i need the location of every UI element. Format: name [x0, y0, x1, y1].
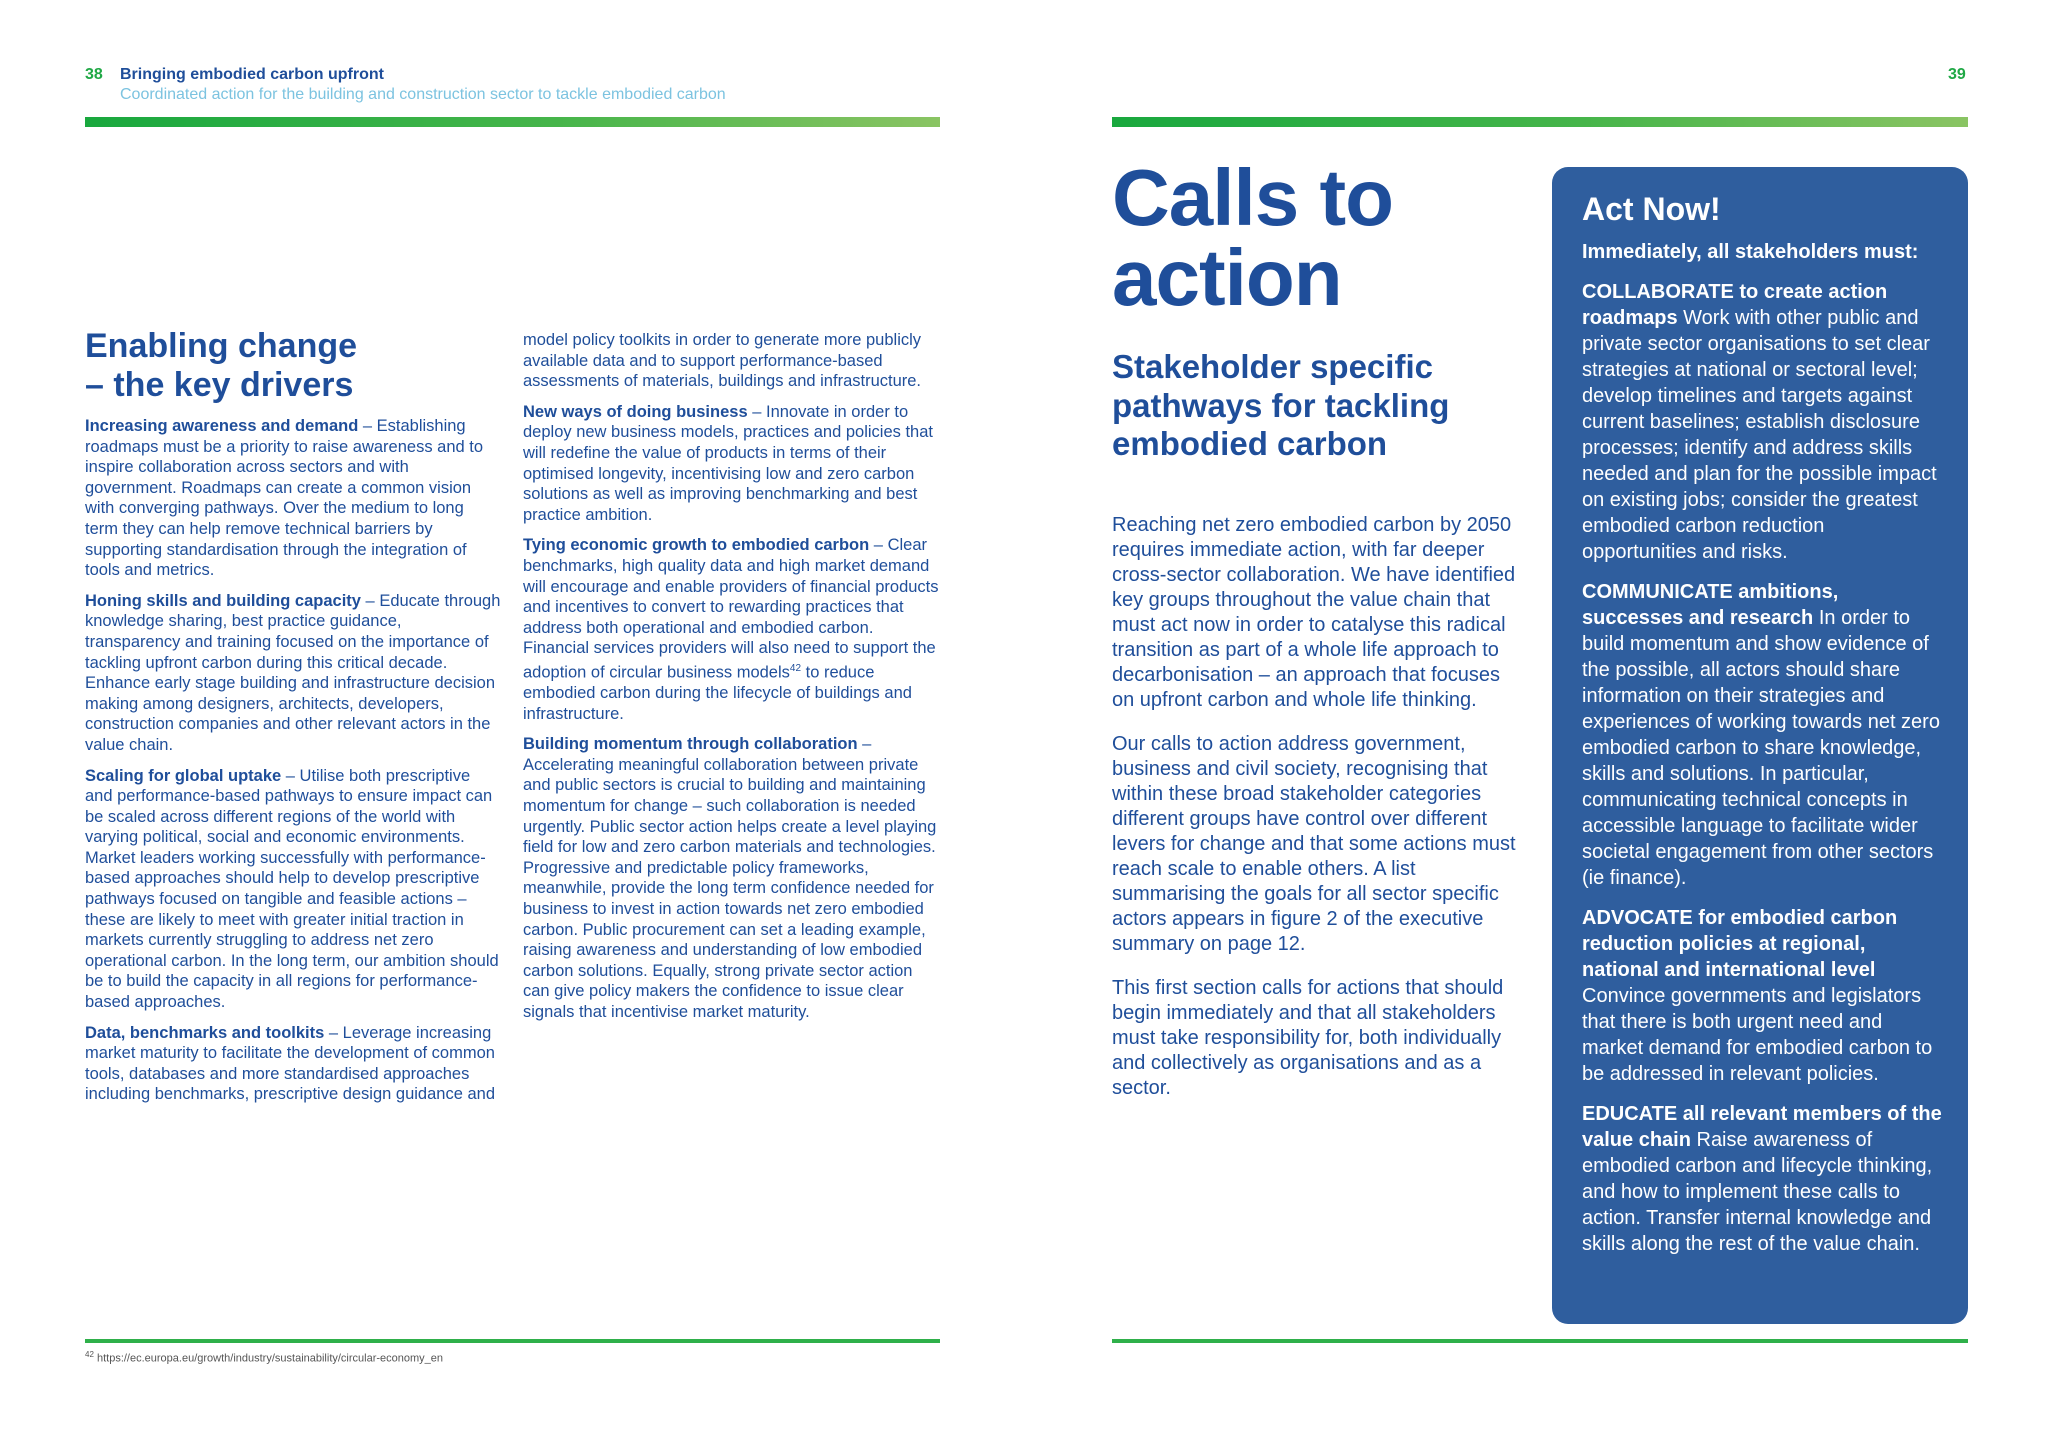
paragraph-text: – Leverage increasing market maturity to facilitate the development of common tools, databases and more standardised approaches including benchmarks, prescriptive design guidance and	[85, 1023, 495, 1104]
paragraph-lead: Increasing awareness and demand	[85, 417, 359, 435]
act-now-item-text: Convince governments and legislators that there is both urgent need and market demand for embodied carbon to be addressed in relevant policies.	[1582, 985, 1933, 1085]
paragraph-text: to reduce embodied carbon during the lifecycle of buildings and infrastructure.	[523, 663, 912, 723]
paragraph-lead: New ways of doing business	[523, 402, 748, 421]
footnote	[85, 1350, 443, 1365]
paragraph-lead: Data, benchmarks and toolkits	[85, 1023, 325, 1042]
paragraph: model policy toolkits in order to generate more publicly available data and to support performance-based assessments of materials, buildings and infrastructure.	[523, 331, 922, 391]
paragraph-text: – Accelerating meaningful collaboration between private and public sectors is crucial to building and maintaining momentum for change – such collaboration is needed urgently. Public sector action helps create a level playing field for low and zero carbon materials and technologies. Progressive and predictable policy frameworks, meanwhile, provide the long term confidence needed for business to invest in action towards net zero embodied carbon. Public procurement can set a leading example, raising awareness and understanding of low embodied carbon solutions. Equally, strong private sector action can give policy makers the confidence to issue clear signals that incentivise market maturity.	[523, 735, 937, 1021]
paragraph	[85, 1023, 501, 1105]
paragraph	[85, 416, 501, 581]
paragraph	[523, 734, 943, 1022]
paragraph	[523, 402, 943, 526]
left-page	[0, 0, 1000, 1448]
header-rule-left	[85, 117, 940, 127]
paragraph-text: – Innovate in order to deploy new business models, practices and policies that will redefine the value of products in terms of their optimised longevity, incentivising low and zero carbon solutions as well as improving benchmarking and best practice ambition.	[523, 402, 933, 524]
act-now-item	[1582, 579, 1942, 891]
header-rule-right	[1112, 117, 1968, 127]
subheading: Stakeholder specific pathways for tackling embodied carbon	[1112, 348, 1450, 462]
footnote-ref[interactable]: 42	[789, 662, 802, 674]
paragraph-lead: Scaling for global uptake	[85, 766, 282, 785]
page-title	[1112, 153, 1532, 322]
act-now-lead: Immediately, all stakeholders must:	[1582, 241, 1919, 263]
act-now-item-text: Work with other public and private sector organisations to set clear strategies at national or sectoral level; develop timelines and targets against current baselines; establish disclosure processes; identify and address skills needed and plan for the possible impact on existing jobs; consider the greatest embodied carbon reduction opportunities and risks.	[1582, 307, 1937, 563]
page-number-left: 38	[85, 66, 103, 83]
act-now-item	[1582, 905, 1942, 1087]
paragraph-text: – Educate through knowledge sharing, best practice guidance, transparency and training focused on the importance of tackling upfront carbon during this critical decade. Enhance early stage building and infrastructure decision making among designers, architects, developers, construction companies and other relevant actors in the value chain.	[85, 591, 501, 754]
paragraph-text: – Utilise both prescriptive and performance-based pathways to ensure impact can be scaled across different regions of the world with varying political, social and economic environments. Market leaders working successfully with performance-based approaches should help to develop prescriptive pathways focused on tangible and feasible actions – these are likely to meet with greater initial traction in markets currently struggling to address net zero operational carbon. In the long term, our ambition should be to build the capacity in all regions for performance-based approaches.	[85, 766, 499, 1012]
footnote-link[interactable]: https://ec.europa.eu/growth/industry/sustainability/circular-economy_en	[96, 1352, 444, 1365]
header-subtitle: Coordinated action for the building and construction sector to tackle embodied carbon	[120, 86, 726, 103]
column-b	[523, 330, 943, 1033]
paragraph-text: – Clear benchmarks, high quality data and high market demand will encourage and enable providers of financial products and incentives to convert to rewarding practices that address both operational and embodied carbon. Financial services providers will also need to support the adoption of circular business models	[523, 536, 939, 682]
paragraph-text: – Establishing roadmaps must be a priority to raise awareness and to inspire collaboration across sectors and with government. Roadmaps can create a common vision with converging pathways. Over the medium to long term they can help remove technical barriers by supporting standardisation through the integration of tools and metrics.	[85, 417, 484, 580]
section-heading-line2: – the key drivers	[85, 366, 354, 404]
paragraph-lead: Honing skills and building capacity	[85, 591, 361, 610]
page-number-right: 39	[1948, 66, 1966, 83]
intro-paragraph: This first section calls for actions that should begin immediately and that all stakeholders must take responsibility for, both individually and collectively as organisations and as a sector.	[1112, 977, 1504, 1099]
act-now-item-text: Raise awareness of embodied carbon and lifecycle thinking, and how to implement these calls to action. Transfer internal knowledge and skills along the rest of the value chain.	[1582, 1129, 1933, 1255]
act-now-panel	[1552, 167, 1968, 1324]
act-now-item	[1582, 1101, 1942, 1257]
intro-paragraph: Reaching net zero embodied carbon by 2050 requires immediate action, with far deeper cross-sector collaboration. We have identified key groups throughout the value chain that must act now in order to catalyse this radical transition as part of a whole life approach to decarbonisation – an approach that focuses on upfront carbon and whole life thinking.	[1112, 514, 1516, 711]
act-now-title: Act Now!	[1582, 191, 1721, 227]
act-now-item-lead: EDUCATE all relevant members of the value chain	[1582, 1103, 1942, 1151]
act-now-item-lead: COLLABORATE to create action roadmaps	[1582, 281, 1888, 329]
paragraph-lead: Building momentum through collaboration	[523, 735, 858, 754]
right-page	[1048, 0, 2048, 1448]
act-now-item-lead: ADVOCATE for embodied carbon reduction policies at regional, national and international level	[1582, 907, 1898, 981]
page-title-line2: action	[1112, 233, 1342, 322]
column-a	[85, 416, 501, 1115]
section-heading	[85, 327, 505, 405]
section-heading-line1: Enabling change	[85, 327, 358, 365]
header-title: Bringing embodied carbon upfront	[120, 66, 384, 83]
page-title-line1: Calls to	[1112, 153, 1393, 242]
paragraph	[85, 591, 501, 756]
intro-paragraph: Our calls to action address government, business and civil society, recognising that within these broad stakeholder categories different groups have control over different levers for change and that some actions must reach scale to enable others. A list summarising the goals for all sector specific actors appears in figure 2 of the executive summary on page 12.	[1112, 733, 1516, 955]
act-now-item-lead: COMMUNICATE ambitions, successes and research	[1582, 581, 1839, 629]
paragraph	[85, 766, 501, 1013]
footer-rule-left	[85, 1339, 940, 1343]
act-now-item	[1582, 279, 1942, 565]
intro-text	[1112, 513, 1522, 1120]
footnote-marker: 42	[85, 1350, 94, 1359]
paragraph	[523, 535, 943, 724]
paragraph-lead: Tying economic growth to embodied carbon	[523, 536, 870, 555]
footer-rule-right	[1112, 1339, 1968, 1343]
act-now-item-text: In order to build momentum and show evidence of the possible, all actors should share information on their strategies and experiences of working towards net zero embodied carbon to share knowledge, skills and solutions. In particular, communicating technical concepts in accessible language to facilitate wider societal engagement from other sectors (ie finance).	[1582, 607, 1940, 889]
